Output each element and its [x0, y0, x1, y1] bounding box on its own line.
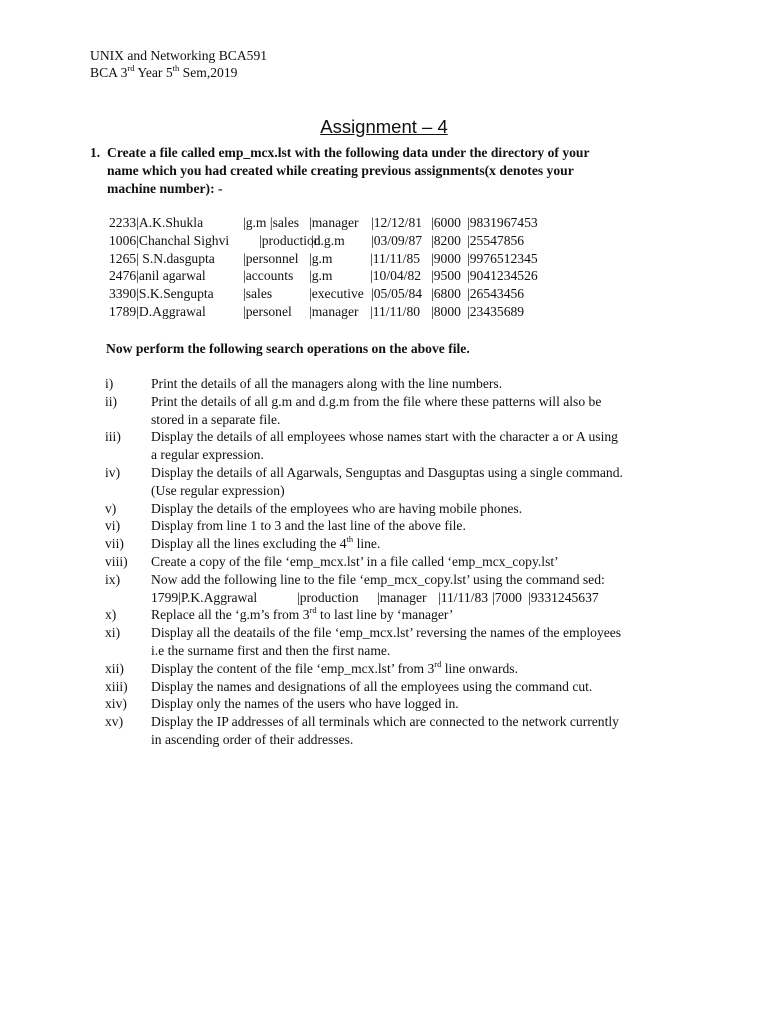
operations-heading: Now perform the following search operations on the above file. [106, 341, 470, 356]
operation-line: (Use regular expression) [151, 482, 285, 498]
operation-line: Display all the deatails of the file ‘emp_mcx.lst’ reversing the names of the employees [151, 625, 622, 641]
operation-line-text: Replace all the ‘g.m’s from 3 [151, 607, 310, 623]
operation-item [105, 624, 685, 660]
data-cell-date: |10/04/82 [370, 268, 422, 284]
data-cell-id-name: 2476|anil agarwal [109, 268, 206, 284]
operation-line: in ascending order of their addresses. [151, 731, 354, 747]
operation-number: vi) [105, 518, 121, 534]
operation-item [105, 464, 685, 500]
data-cell-phone: |9976512345 [467, 250, 538, 266]
data-cell-date: |05/05/84 [371, 286, 423, 302]
sed-command-line [151, 589, 685, 607]
data-cell-salary: |8000 [431, 303, 461, 319]
data-cell-salary: |9000 [431, 250, 461, 266]
ordinal-sup: rd [434, 658, 442, 669]
ordinal-sup: th [172, 63, 180, 73]
operation-text [151, 375, 685, 393]
data-cell-phone: |23435689 [467, 303, 525, 319]
operation-line: Display the details of all employees whose names start with the character a or A using [151, 429, 618, 445]
command-field: |7000 [492, 589, 522, 605]
operation-line: Now add the following line to the file ‘emp_mcx_copy.lst’ using the command sed: [151, 571, 605, 587]
operation-line: Display the details of all Agarwals, Senguptas and Dasguptas using a single command. [151, 464, 623, 480]
data-cell-id-name: 3390|S.K.Sengupta [109, 286, 214, 302]
operation-line [151, 660, 685, 678]
ordinal-sup: rd [127, 63, 135, 73]
data-cell-dept: |g.m [309, 268, 333, 284]
operation-line: Print the details of all the managers along with the line numbers. [151, 376, 503, 391]
data-cell-dept: |g.m [309, 250, 333, 266]
data-cell-salary: |8200 [431, 232, 461, 248]
operation-text [151, 553, 685, 571]
operation-number: ix) [105, 571, 121, 587]
operation-text [151, 535, 685, 553]
course-title: UNIX and Networking BCA591 [90, 48, 268, 63]
operation-text [151, 393, 685, 429]
question-line: machine number): - [107, 181, 223, 196]
operation-item [105, 393, 685, 429]
data-cell-phone: |9831967453 [467, 215, 538, 230]
operation-item [105, 500, 685, 518]
operation-line: i.e the surname first and then the first name. [151, 642, 391, 658]
data-cell-desig: |sales [243, 286, 273, 302]
ordinal-sup: rd [309, 605, 317, 616]
question-line: Create a file called emp_mcx.lst with the following data under the directory of your [107, 145, 590, 160]
operation-number: i) [105, 376, 114, 391]
operation-text [151, 660, 685, 678]
operation-line: Create a copy of the file ‘emp_mcx.lst’ in a file called ‘emp_mcx_copy.lst’ [151, 553, 559, 569]
semester-text: BCA 3 [90, 65, 128, 80]
operation-number: v) [105, 500, 117, 516]
operation-number: xiii) [105, 678, 128, 694]
operation-text [151, 571, 685, 607]
data-cell-date: |03/09/87 [371, 232, 423, 248]
operation-line: Display the details of the employees who are having mobile phones. [151, 500, 523, 516]
operations-list [105, 375, 685, 749]
operation-item [105, 606, 685, 624]
data-cell-desig: |personel [243, 303, 292, 319]
operation-item [105, 535, 685, 553]
operation-line: Display from line 1 to 3 and the last line of the above file. [151, 518, 466, 534]
course-header [90, 47, 267, 81]
semester-text: Sem,2019 [179, 65, 238, 80]
data-cell-salary: |6800 [431, 286, 461, 302]
operation-text [151, 517, 685, 535]
operation-text [151, 464, 685, 500]
operation-item [105, 553, 685, 571]
operation-number: iv) [105, 464, 121, 480]
data-cell-id-name: 1789|D.Aggrawal [109, 303, 206, 319]
operation-line-text: Display all the lines excluding the 4 [151, 536, 347, 552]
semester-text: Year 5 [134, 65, 173, 80]
operation-line-text: Display the content of the file ‘emp_mcx.lst’ from 3 [151, 660, 435, 676]
operation-number: xii) [105, 660, 124, 676]
operation-item [105, 713, 685, 749]
operation-number: x) [105, 607, 117, 623]
data-cell-date: |11/11/80 [370, 303, 421, 319]
data-cell-dept: |d.g.m [311, 232, 345, 248]
operation-text [151, 695, 685, 713]
command-field: 1799|P.K.Aggrawal [151, 589, 258, 605]
operation-line: Display the names and designations of all the employees using the command cut. [151, 678, 593, 694]
operation-item [105, 660, 685, 678]
data-cell-date: |11/11/85 [370, 250, 421, 266]
operation-text [151, 428, 685, 464]
question-line: name which you had created while creating previous assignments(x denotes your [107, 163, 574, 178]
question-1 [90, 144, 670, 198]
operation-text [151, 624, 685, 660]
operation-number: viii) [105, 553, 128, 569]
assignment-title: Assignment – 4 [320, 116, 448, 137]
data-cell-phone: |25547856 [467, 232, 525, 248]
question-text [90, 144, 670, 198]
data-cell-dept: |manager [309, 303, 359, 319]
operation-line: Display the IP addresses of all terminals which are connected to the network currently [151, 714, 619, 730]
operation-line [151, 535, 685, 553]
data-cell-title: |manager [309, 215, 359, 230]
operation-line: a regular expression. [151, 447, 264, 463]
command-field: |production [297, 589, 359, 605]
operation-item [105, 571, 685, 607]
command-field: |9331245637 [528, 589, 599, 605]
operation-item [105, 695, 685, 713]
data-cell-desig: |production [259, 232, 321, 248]
operation-item [105, 428, 685, 464]
data-cell-id-name: 1265| S.N.dasgupta [109, 250, 215, 266]
operation-number: xi) [105, 625, 121, 641]
operation-text [151, 500, 685, 518]
ordinal-sup: th [346, 534, 354, 545]
operation-number: iii) [105, 429, 121, 445]
data-cell-phone: |9041234526 [467, 268, 538, 284]
operation-line [151, 606, 685, 624]
data-cell-salary: |9500 [431, 268, 461, 284]
data-cell-dept: |executive [309, 286, 364, 302]
operation-text [151, 713, 685, 749]
data-cell-id-name: 1006|Chanchal Sighvi [109, 232, 230, 248]
operation-line-text: to last line by ‘manager’ [316, 607, 454, 623]
command-field: |11/11/83 [438, 589, 489, 605]
operation-item [105, 375, 685, 393]
data-cell-phone: |26543456 [467, 286, 525, 302]
operation-item [105, 517, 685, 535]
operation-line: Print the details of all g.m and d.g.m from the file where these patterns will also be [151, 393, 602, 409]
operation-line-text: line onwards. [441, 660, 518, 676]
command-field: |manager [377, 589, 427, 605]
operation-item [105, 678, 685, 696]
question-number: 1. [90, 145, 101, 160]
operation-line: Display only the names of the users who have logged in. [151, 696, 459, 712]
data-cell-date: |12/12/81 [371, 215, 423, 230]
data-cell-desig: |accounts [243, 268, 294, 284]
data-cell-desig: |g.m |sales [243, 215, 300, 230]
data-cell-desig: |personnel [243, 250, 299, 266]
data-cell-salary: |6000 [431, 215, 461, 230]
operation-line-text: line. [353, 536, 381, 552]
operation-number: vii) [105, 536, 124, 552]
operation-number: ii) [105, 393, 118, 409]
operation-line: stored in a separate file. [151, 411, 281, 427]
operation-number: xv) [105, 714, 124, 730]
operation-text [151, 678, 685, 696]
course-semester [90, 64, 267, 81]
data-cell-id-name: 2233|A.K.Shukla [109, 215, 204, 230]
operation-number: xiv) [105, 696, 127, 712]
operation-text [151, 606, 685, 624]
